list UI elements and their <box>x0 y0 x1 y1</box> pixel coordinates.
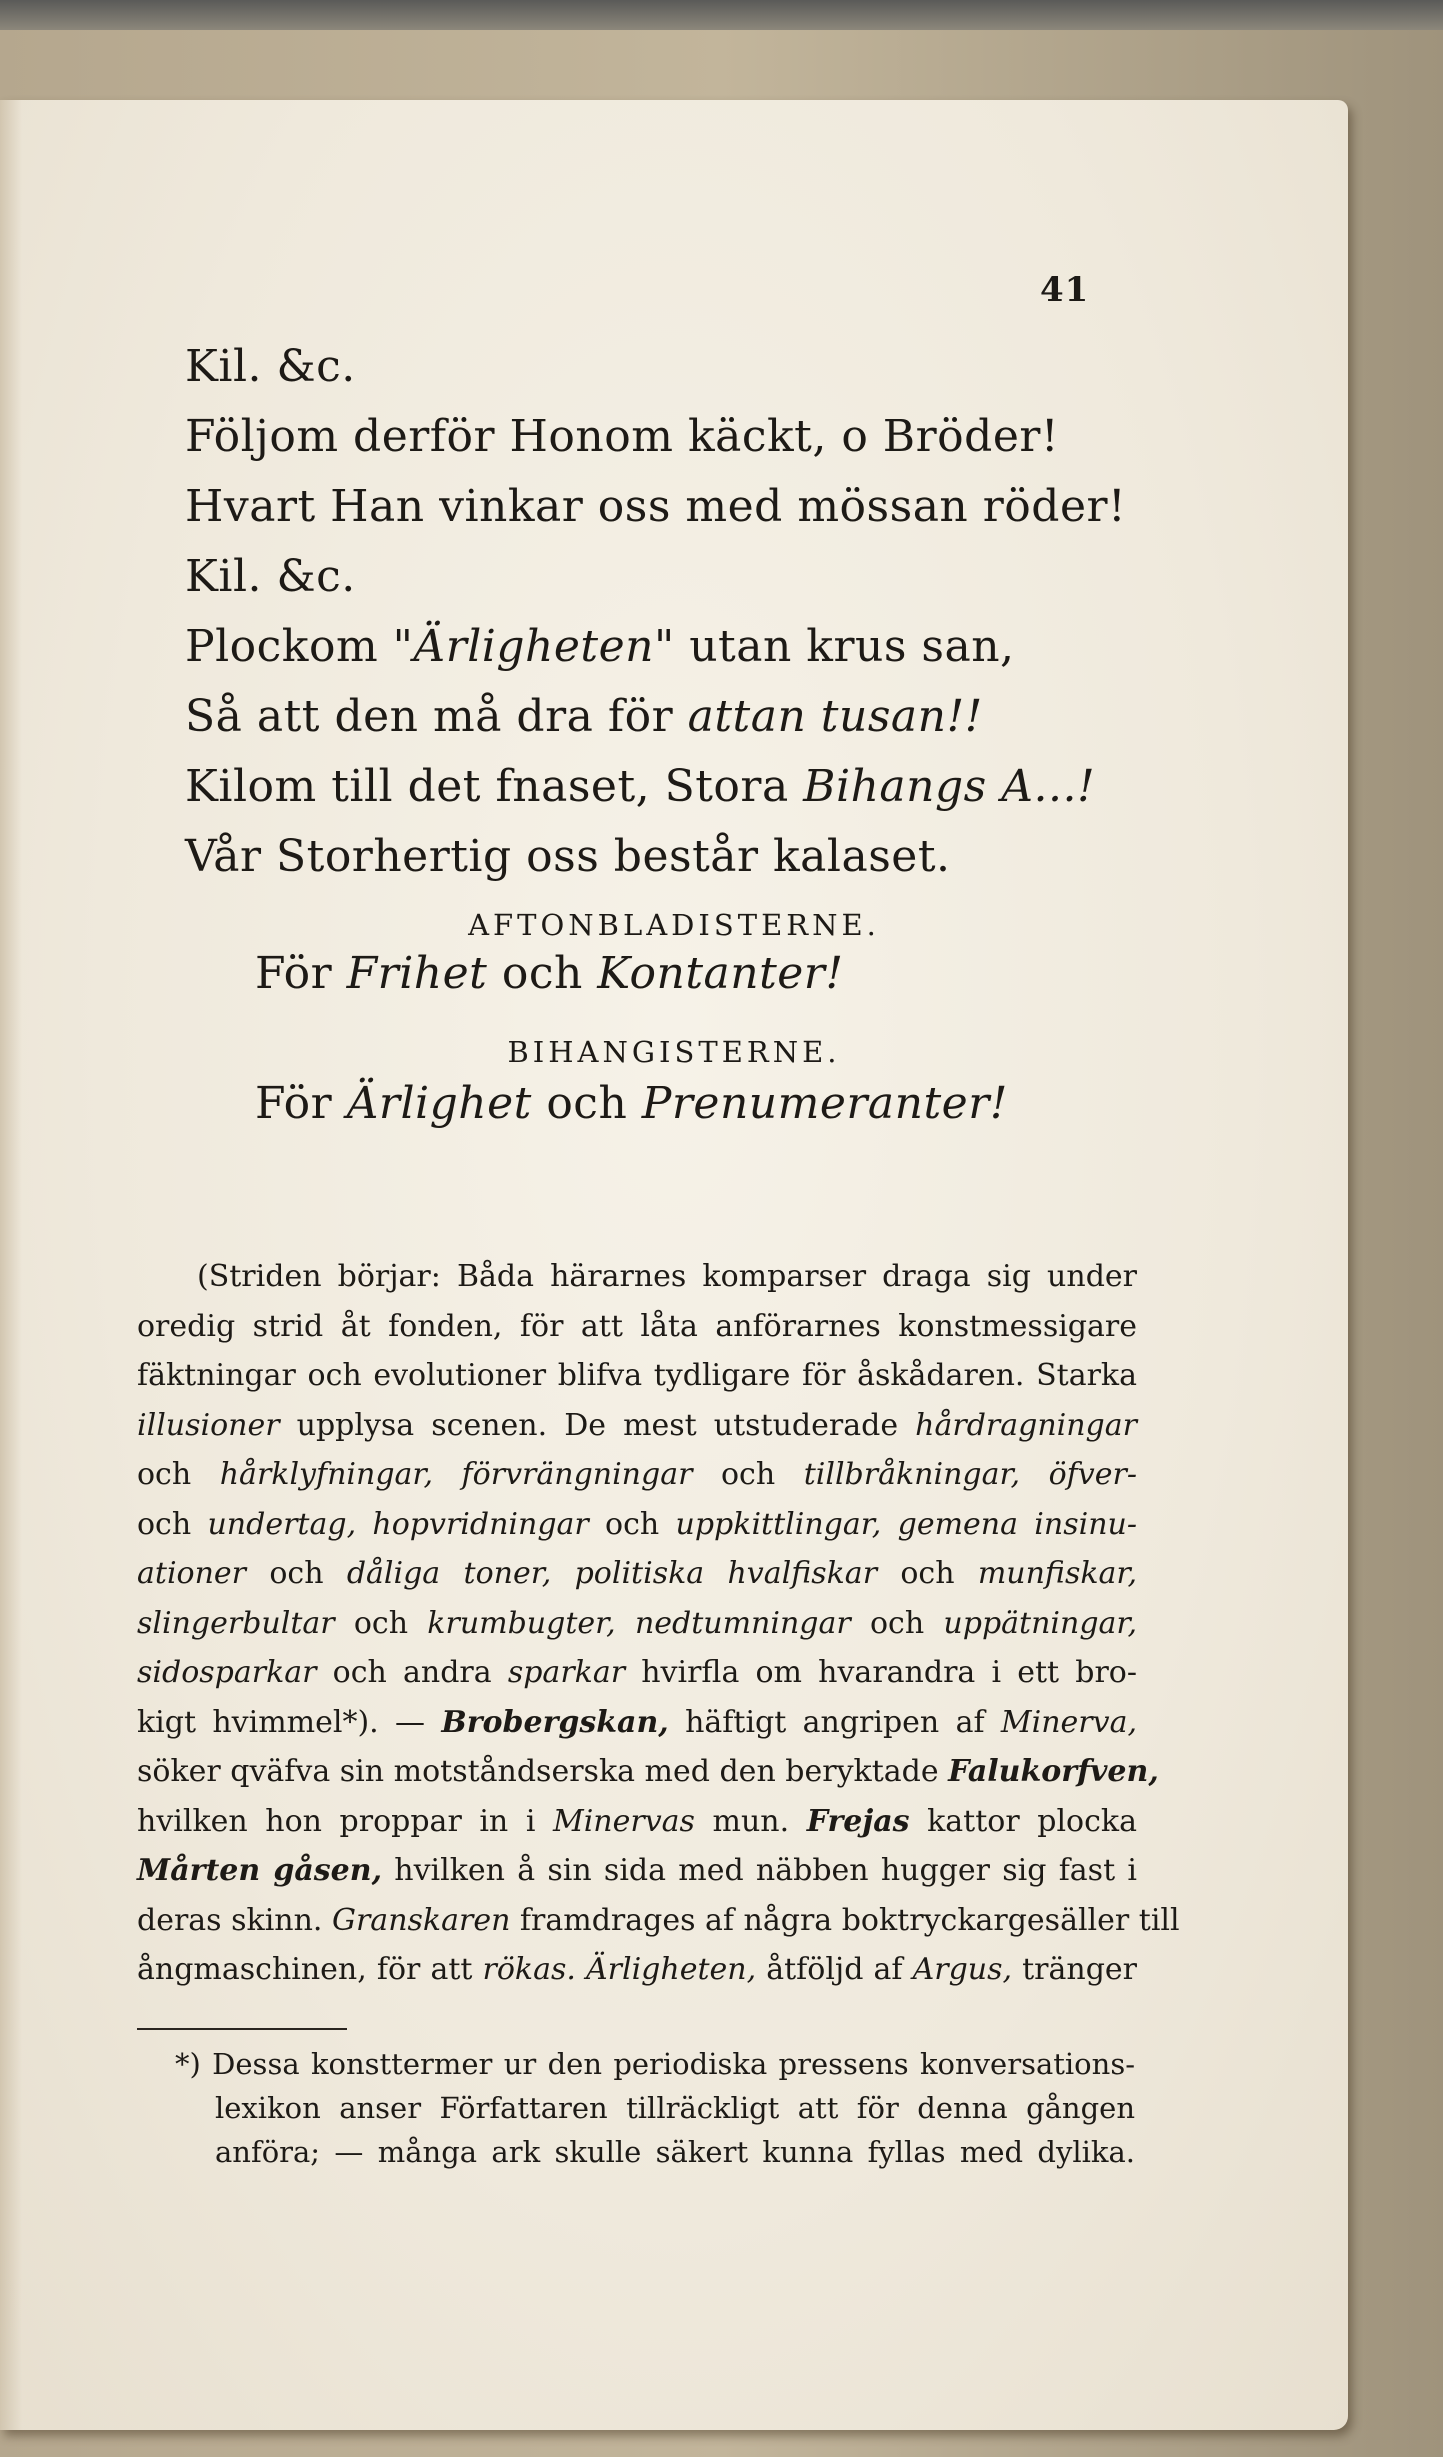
chorus-text: För <box>255 948 347 999</box>
prose-text: tränger <box>1012 1952 1138 1987</box>
prose-italic: sidosparkar <box>137 1655 317 1690</box>
prose-italic: uppkittlingar, gemena insinu- <box>675 1506 1137 1542</box>
book-page <box>0 100 1348 2430</box>
verse-italic: Ärligheten <box>413 621 654 672</box>
prose-text: och <box>246 1556 347 1591</box>
chorus-italic: Prenumeranter! <box>641 1078 1008 1129</box>
prose-text: och <box>588 1506 676 1542</box>
prose-line <box>137 1500 1137 1550</box>
prose-text: hvirfla om hvarandra i ett bro- <box>625 1655 1137 1690</box>
prose-text: åtföljd af <box>756 1952 913 1987</box>
prose-line <box>137 1698 1137 1748</box>
prose-line: (Striden börjar: Båda härarnes komparser draga sig under <box>197 1259 1137 1294</box>
prose-italic: dåliga toner, politiska hvalfiskar <box>346 1556 878 1591</box>
verse-text: Kilom till det fnaset, Stora <box>185 761 804 812</box>
prose-line <box>137 1450 1137 1500</box>
prose-text: deras skinn. <box>137 1902 332 1938</box>
chorus-text: För <box>255 1078 347 1129</box>
verse-line-8: Vår Storhertig oss består kalaset. <box>185 831 951 882</box>
chorus-italic: Kontanter! <box>597 948 844 999</box>
prose-italic: Brobergskan, <box>441 1704 669 1740</box>
chorus-text: och <box>531 1078 642 1129</box>
prose-italic: Argus, <box>912 1952 1013 1987</box>
verse-italic: attan tusan!! <box>687 691 983 742</box>
prose-line <box>137 1599 1137 1649</box>
prose-text: hvilken å sin sida med näbben hugger sig fast i <box>382 1853 1137 1888</box>
scan-top-edge <box>0 0 1443 30</box>
footnote <box>175 2042 1135 2174</box>
footnote-line: lexikon anser Författaren tillräckligt att för denna gången <box>215 2091 1135 2125</box>
verse-line-1: Kil. &c. <box>185 341 356 392</box>
verse-line-6 <box>185 682 1185 752</box>
prose-text: hvilken hon proppar in i <box>137 1803 553 1839</box>
prose-text: kigt hvimmel*). — <box>137 1704 442 1740</box>
prose-italic: Minerva, <box>1000 1704 1137 1740</box>
prose-italic: rökas. Ärligheten, <box>482 1952 757 1987</box>
stage-direction <box>137 1252 1180 1995</box>
prose-italic: undertag, hopvridningar <box>207 1506 589 1542</box>
speaker-bihangisterne: BIHANGISTERNE. <box>507 1035 841 1069</box>
prose-italic: tillbråkningar, öfver- <box>803 1457 1137 1492</box>
prose-italic: krumbugter, nedtumningar <box>427 1605 851 1641</box>
prose-line <box>137 1945 1137 1995</box>
chorus-italic: Frihet <box>346 948 488 999</box>
prose-line <box>137 1747 1159 1797</box>
footnote-rule <box>137 2028 347 2030</box>
prose-line <box>137 1549 1137 1599</box>
prose-line <box>137 1648 1137 1698</box>
verse-text: Plockom " <box>185 621 414 672</box>
prose-text: ångmaschinen, för att <box>137 1952 483 1987</box>
prose-text: häftigt angripen af <box>668 1704 1001 1740</box>
chorus-line-2 <box>255 1078 1008 1129</box>
prose-text: och <box>137 1457 220 1492</box>
prose-italic: hårklyfningar, förvrängningar <box>219 1457 693 1492</box>
prose-text: mun. <box>694 1803 807 1839</box>
footnote-line: anföra; — många ark skulle säkert kunna fyllas med dylika. <box>215 2135 1135 2169</box>
prose-italic: slingerbultar <box>137 1605 335 1641</box>
prose-line <box>137 1797 1137 1847</box>
prose-text: upplysa scenen. De mest utstuderade <box>279 1407 916 1443</box>
footnote-line: *) Dessa konsttermer ur den periodiska pressens konversations- <box>175 2047 1135 2081</box>
prose-italic: Falukorfven, <box>948 1754 1159 1789</box>
prose-italic: munfiskar, <box>977 1556 1137 1591</box>
prose-italic: sparkar <box>507 1655 626 1690</box>
prose-italic: uppätningar, <box>943 1605 1138 1641</box>
prose-italic: Granskaren <box>332 1902 511 1938</box>
prose-text: och <box>334 1605 428 1641</box>
prose-line <box>137 1896 1180 1946</box>
prose-text: och <box>850 1605 944 1641</box>
verse-line-4: Kil. &c. <box>185 551 356 602</box>
prose-text: och <box>692 1457 804 1492</box>
prose-italic: ationer <box>137 1556 247 1591</box>
prose-text: och andra <box>316 1655 508 1690</box>
verse-line-2: Följom derför Honom käckt, o Bröder! <box>185 411 1060 462</box>
chorus-italic: Ärlighet <box>346 1078 532 1129</box>
prose-italic: Frejas <box>806 1803 910 1839</box>
prose-text: kattor plocka <box>909 1803 1137 1839</box>
prose-text: framdrages af några boktryckargesäller till <box>510 1902 1180 1938</box>
prose-line <box>137 1401 1137 1451</box>
prose-italic: hårdragningar <box>915 1407 1137 1443</box>
prose-italic: illusioner <box>137 1407 280 1443</box>
verse-line-7 <box>185 752 1185 822</box>
prose-line: oredig strid åt fonden, för att låta anförarnes konstmessigare <box>137 1308 1137 1344</box>
chorus-text: och <box>487 948 598 999</box>
page-spine-shadow <box>0 100 22 2430</box>
verse-italic: Bihangs A...! <box>803 761 1096 812</box>
prose-italic: Mårten gåsen, <box>137 1853 383 1888</box>
prose-text: och <box>137 1506 208 1542</box>
verse-text: " utan krus san, <box>653 621 1015 672</box>
verse-line-5 <box>185 612 1185 682</box>
prose-line <box>137 1846 1137 1896</box>
chorus-line-1 <box>255 948 844 999</box>
prose-text: söker qväfva sin motståndserska med den beryktade <box>137 1754 949 1789</box>
page-number: 41 <box>1040 270 1090 310</box>
speaker-aftonbladisterne: AFTONBLADISTERNE. <box>468 908 880 942</box>
verse-line-3: Hvart Han vinkar oss med mössan röder! <box>185 481 1127 532</box>
prose-text: och <box>877 1556 978 1591</box>
prose-line: fäktningar och evolutioner blifva tydligare för åskådaren. Starka <box>137 1358 1137 1393</box>
prose-italic: Minervas <box>552 1803 695 1839</box>
verse-text: Så att den må dra för <box>185 691 688 742</box>
